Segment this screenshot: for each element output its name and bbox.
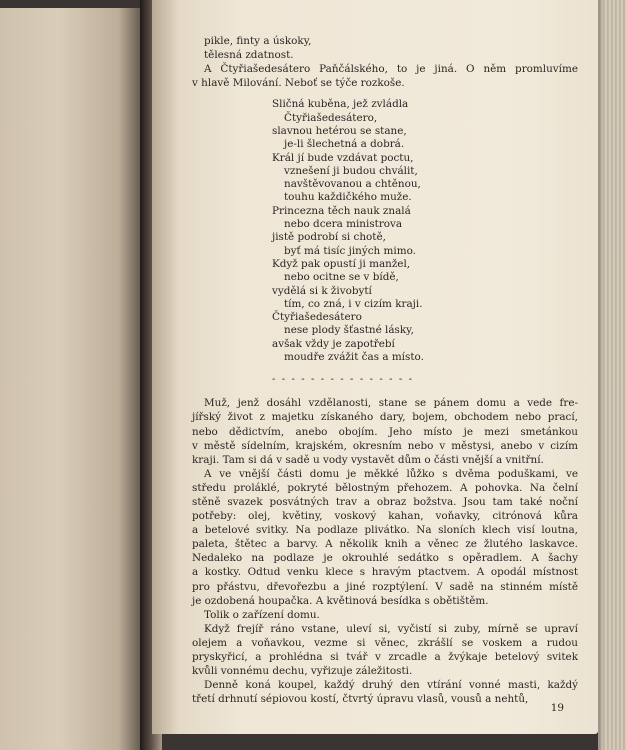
text-line: a betelové svitky. Na podlaze plivátko. Na sloních klech visí loutna, [192,524,578,537]
left-page [0,8,148,750]
poem-verse: nebo dcera ministrova [284,218,403,231]
text-line: pryskyřicí, a prohlédna si tvář v zrcadle a žvýkaje betelový svitek [192,651,578,663]
poem [272,98,578,364]
poem-verse: byť má tisíc jiných mimo. [284,244,416,257]
text-line: paleta, štětec a barvy. A několik knih a věnec ze žlutého laskavce. [192,538,578,551]
text-line: Muž, jenž dosáhl vzdělanosti, stane se pánem domu a vede fre- [204,397,578,410]
poem-verse: nebo ocitne se v bídě, [284,271,399,284]
text-line: olejem a voňavkou, vezme si věnec, zkrášlí se voskem a rudou [192,636,578,649]
text-line: a kostky. Odtud venku klece s hravým ptactvem. A opodál místnost [192,566,578,579]
poem-verse: moudře zvážit čas a místo. [284,351,424,364]
text-line: kraji. Tam si dá v sadě u vody vystavět dům o části vnější a vnitřní. [192,453,544,466]
poem-verse: Sličná kuběna, jež zvládla [272,98,409,111]
poem-verse: Král jí bude vzdávat poctu, [272,151,414,164]
text-line: kvůli vonnému dechu, vyřizuje záležitosti. [192,665,413,678]
poem-verse: navštěvovanou a chtěnou, [284,178,421,191]
poem-verse: touhu každičkého muže. [284,191,412,204]
text-line: jířský život z majetku získaného dary, bojem, obchodem nebo prací, [192,411,578,424]
text-line: A ve vnější části domu je měkké lůžko s dvěma poduškami, ve [204,467,578,480]
page-text [192,34,578,706]
poem-verse: vydělá si k živobytí [272,284,372,297]
poem-verse: jistě podrobí si chotě, [272,231,386,244]
text-line: středu proláklé, pokryté bělostným přehozem. A pohovka. Na čelní [192,481,578,494]
prose [192,396,578,706]
book-page [152,0,598,734]
intro-block [192,34,578,62]
poem-verse: tím, co zná, i v cizím kraji. [284,297,423,310]
poem-verse: Čtyřiašedesátero, [284,111,378,124]
text-line: Denně koná koupel, každý druhý den vtírání vonné masti, každý [204,679,578,692]
text-line: Tolik o zařízení domu. [204,608,320,621]
poem-verse: avšak vždy je zapotřebí [272,337,395,350]
text-line: nebo dědictvím, anebo obojím. Jeho místo je mezi smetánkou [192,425,578,438]
page-number: 19 [550,702,564,714]
section-divider: - - - - - - - - - - - - - - - [272,374,414,386]
poem-verse: Princezna těch nauk znalá [272,204,411,217]
poem-verse: je-li šlechetná a dobrá. [284,138,405,151]
text-line: pro přástvu, dřevořezbu a jiné rozptýlení. V sadě na stinném místě [192,580,578,593]
text-line: je ozdobená houpačka. A květinová besídka s obětištěm. [192,594,489,607]
text-line: stěně svazek posvátných trav a obraz božstva. Jsou tam také noční [192,495,578,508]
poem-verse: Čtyřiašedesátero [272,311,362,324]
text-line: Nedaleko na podlaze je okrouhlé sedátko s opěradlem. A šachy [192,552,578,565]
page-edge-shadow [598,0,604,750]
text-line: tělesná zdatnost. [204,49,294,62]
poem-verse: slavnou hetérou se stane, [272,124,407,137]
poem-verse: vznešení ji budou chválit, [284,164,418,177]
text-line: potřeby: olej, květiny, voskový kahan, voňavky, citrónová kůra [192,510,578,523]
poem-verse: Když pak opustí ji manžel, [272,257,411,270]
text-line: Když frejíř ráno vstane, uleví si, vyčistí si zuby, mírně se upraví [204,622,578,635]
poem-verse: nese plody šťastné lásky, [284,324,414,337]
text-line: pikle, finty a úskoky, [204,35,312,47]
intro-paragraph [192,62,578,90]
text-line: v městě sídelním, krajském, okresním nebo v městysi, anebo v cizím [192,439,578,452]
text-line: třetí drhnutí sépiovou kostí, čtvrtý úpravu vlasů, vousů a nehtů, [192,693,529,706]
text-line: A Čtyřiašedesátero Paňčálského, to je jiná. O něm promluvíme [204,63,578,76]
text-line: v hlavě Milování. Neboť se týče rozkoše. [192,77,405,90]
